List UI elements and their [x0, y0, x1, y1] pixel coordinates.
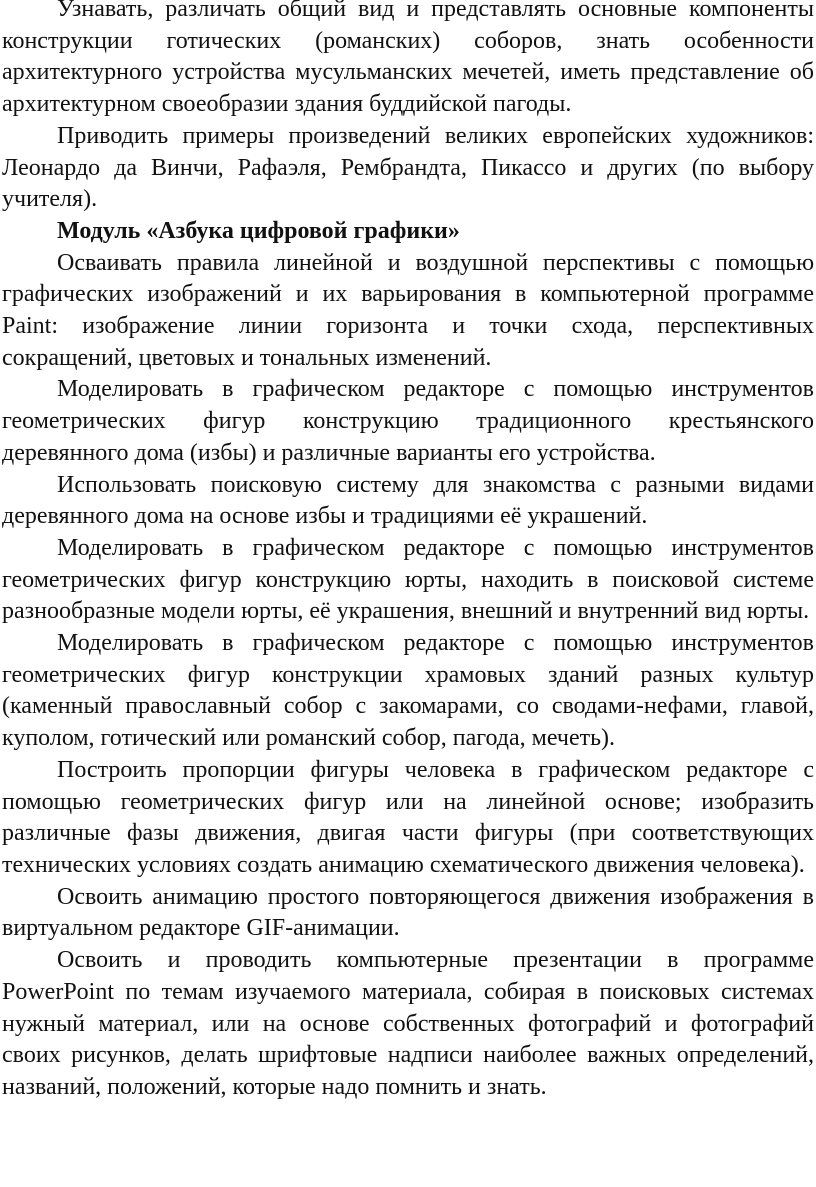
paragraph-yurt-model: Моделировать в графическом редакторе с помощью инструментов геометрических фигур конструкцию юрты, находить в поисковой системе разнообразные модели юрты, её украшения, внешний и внутренний вид юрты.	[2, 534, 814, 625]
paragraph-perspective: Осваивать правила линейной и воздушной перспективы с помощью графических изображений и их варьирования в компьютерной программе Paint: изображение линии горизонта и точки схода, перспективных сокращений, цветовых и тональных изменений.	[2, 249, 814, 371]
paragraph-human-figure: Построить пропорции фигуры человека в графическом редакторе с помощью геометрических фигур или на линейной основе; изобразить различные фазы движения, двигая части фигуры (при соответствующих технических условиях создать анимацию схематического движения человека).	[2, 756, 814, 878]
paragraph-search-izba: Использовать поисковую систему для знакомства с разными видами деревянного дома на основе избы и традициями её украшений.	[2, 471, 814, 530]
paragraph-temple-model: Моделировать в графическом редакторе с помощью инструментов геометрических фигур конструкции храмовых зданий разных культур (каменный православный собор с закомарами, со сводами-нефами, главой, куполом, готический или романский собор, пагода, мечеть).	[2, 630, 814, 752]
paragraph-powerpoint: Освоить и проводить компьютерные презентации в программе PowerPoint по темам изучаемого материала, собирая в поисковых системах нужный материал, или на основе собственных фотографий и фотографий своих рисунков, делать шрифтовые надписи наиболее важных определений, названий, положений, которые надо помнить и знать.	[2, 947, 814, 1100]
paragraph-izba-model: Моделировать в графическом редакторе с помощью инструментов геометрических фигур конструкцию традиционного крестьянского деревянного дома (избы) и различные варианты его устройства.	[2, 376, 814, 466]
paragraph-gothic-cathedrals: Узнавать, различать общий вид и представлять основные компоненты конструкции готических (романских) соборов, знать особенности архитектурного устройства мусульманских мечетей, иметь представление об архитектурном своеобразии здания буддийской пагоды.	[2, 0, 814, 118]
module-heading: Модуль «Азбука цифровой графики»	[57, 217, 460, 244]
paragraph-european-artists: Приводить примеры произведений великих европейских художников: Леонардо да Винчи, Рафаэля, Рембрандта, Пикассо и других (по выбору учителя).	[2, 122, 814, 213]
paragraph-gif-animation: Освоить анимацию простого повторяющегося движения изображения в виртуальном редакторе GIF-анимации.	[2, 883, 814, 942]
